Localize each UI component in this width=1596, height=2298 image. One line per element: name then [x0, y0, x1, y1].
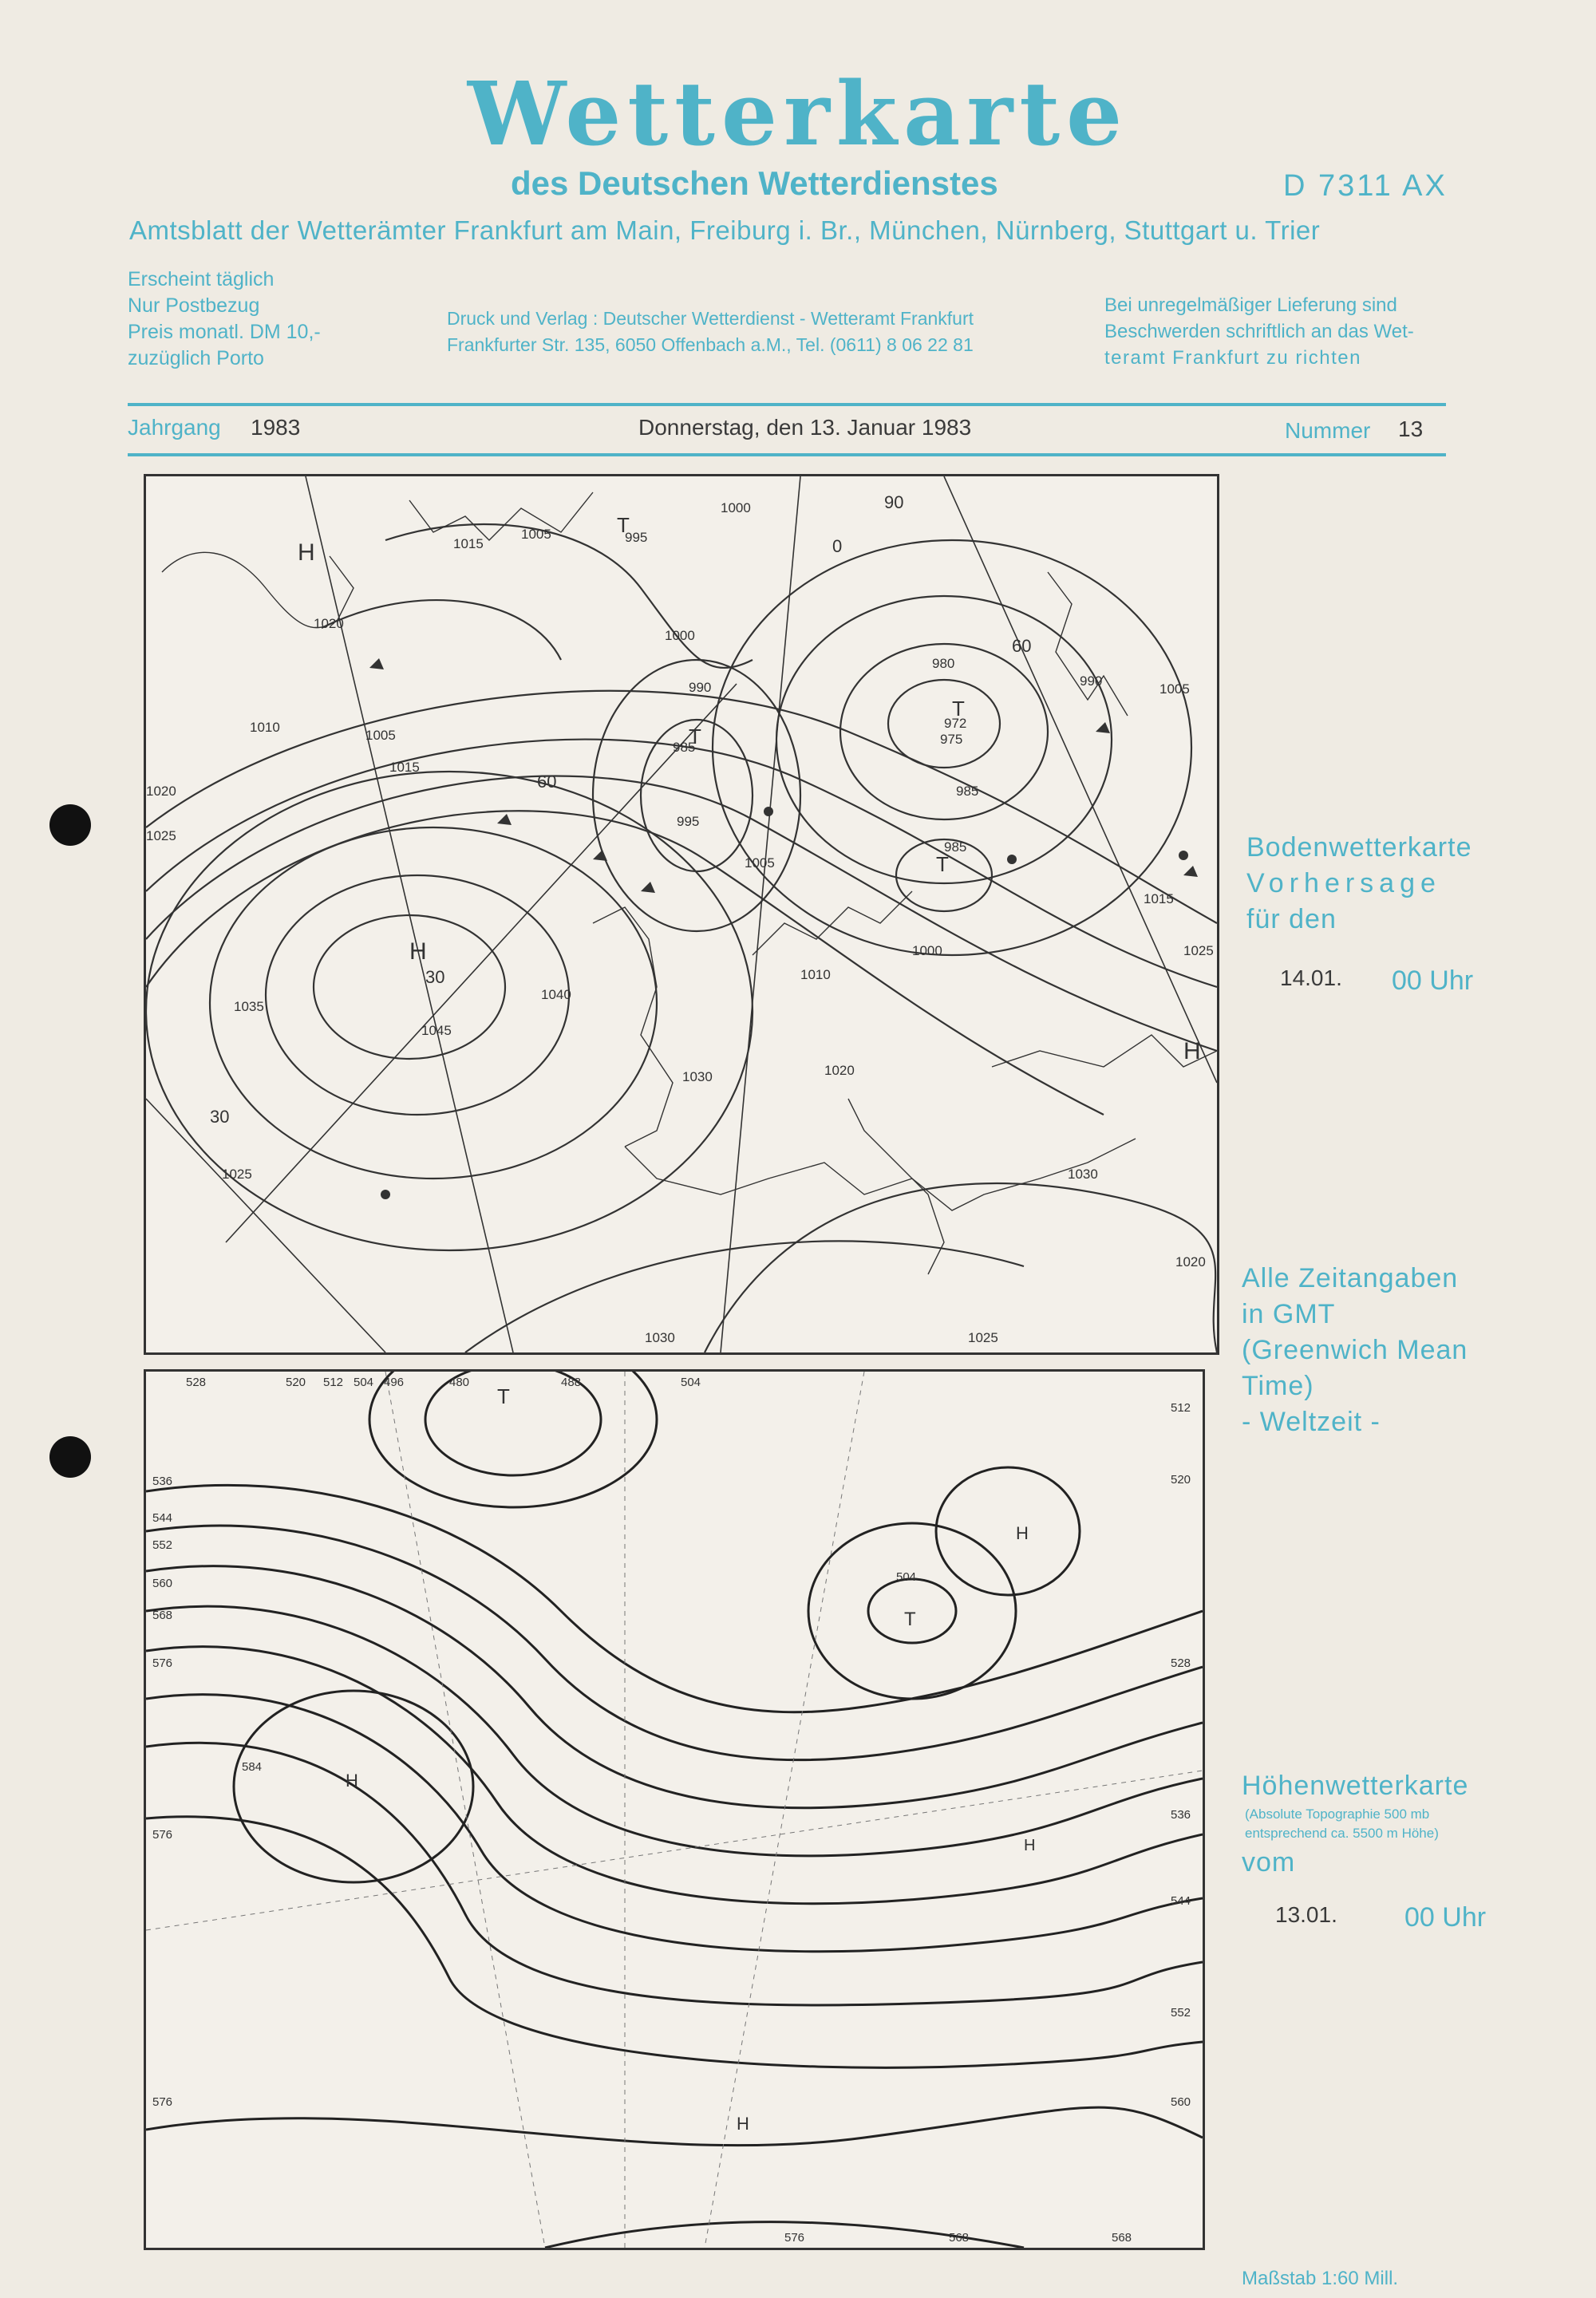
- map-label: T: [904, 1609, 916, 1630]
- map-label: 1025: [968, 1330, 998, 1345]
- map-label: 504: [896, 1570, 917, 1584]
- nummer-value: 13: [1398, 417, 1424, 441]
- map-label: T: [689, 725, 701, 748]
- map-label: 552: [152, 1538, 173, 1552]
- map-label: 1020: [146, 784, 176, 799]
- map-label: 972: [944, 716, 967, 731]
- map-label: 1010: [250, 720, 280, 735]
- map-label: T: [952, 697, 965, 721]
- map-label: H: [409, 938, 427, 965]
- upper-air-map: [144, 1369, 1205, 2250]
- map-label: H: [1016, 1523, 1029, 1543]
- map-label: 536: [152, 1475, 173, 1488]
- map-label: 1025: [146, 828, 176, 843]
- map-label: 544: [152, 1511, 173, 1525]
- map-label: 980: [932, 656, 955, 671]
- amtsblatt-line: Amtsblatt der Wetterämter Frankfurt am Main, Freiburg i. Br., München, Nürnberg, Stuttgart u. Trier: [129, 215, 1321, 245]
- map-label: 1035: [234, 999, 264, 1014]
- map-label: 0: [832, 536, 843, 556]
- upper-map-vom: vom: [1242, 1847, 1296, 1877]
- map-label: 995: [677, 814, 700, 829]
- map-label: 536: [1171, 1808, 1191, 1822]
- map-label: 504: [354, 1376, 374, 1389]
- map-label: 576: [152, 1828, 173, 1842]
- map-label: 1020: [314, 616, 344, 631]
- map-label: 576: [152, 2095, 173, 2109]
- map-label: 1030: [645, 1330, 675, 1345]
- map-label: 985: [673, 740, 696, 755]
- map-label: 560: [1171, 2095, 1191, 2109]
- issn-code: D 7311 AX: [1283, 169, 1448, 203]
- map-label: 985: [956, 784, 979, 799]
- upper-map-time: 00 Uhr: [1404, 1902, 1487, 1933]
- map-label: 985: [944, 839, 967, 855]
- map-label: 1010: [800, 967, 831, 982]
- map-label: 1025: [222, 1167, 252, 1182]
- map-label: 496: [384, 1376, 405, 1389]
- map-label: 528: [186, 1376, 207, 1389]
- nummer-label: Nummer: [1285, 418, 1371, 443]
- map-label: 1040: [541, 987, 571, 1002]
- map-label: 1005: [1159, 681, 1190, 697]
- surface-forecast-map: [144, 474, 1219, 1355]
- map-label: 560: [152, 1577, 173, 1590]
- map-label: H: [737, 2114, 749, 2134]
- map-label: 1005: [521, 527, 551, 542]
- surface-map-date: 14.01.: [1280, 965, 1342, 990]
- jahrgang-label: Jahrgang: [128, 415, 221, 440]
- map-label: 1000: [665, 628, 695, 643]
- publisher-info: Druck und Verlag : Deutscher Wetterdienst - Wetteramt Frankfurt Frankfurter Str. 135, 6050 Offenbach a.M., Tel. (0611) 8 06 22 81: [447, 308, 974, 355]
- map-label: H: [1183, 1038, 1201, 1064]
- map-label: T: [617, 513, 630, 537]
- map-label: 1005: [745, 855, 775, 871]
- surface-map-caption: Bodenwetterkarte Vorhersage für den: [1246, 832, 1472, 934]
- map-label: 576: [784, 2231, 805, 2245]
- map-label: 504: [681, 1376, 701, 1389]
- map-label: 1030: [1068, 1167, 1098, 1182]
- surface-graticule: [146, 476, 1217, 1352]
- map-label: 480: [449, 1376, 470, 1389]
- map-label: 488: [561, 1376, 582, 1389]
- map-label: 544: [1171, 1894, 1191, 1908]
- punch-hole-bottom: [49, 1436, 91, 1478]
- map-label: 90: [884, 492, 904, 512]
- upper-map-caption: Höhenwetterkarte: [1242, 1771, 1469, 1801]
- map-label: 1015: [389, 760, 420, 775]
- map-label: T: [936, 852, 949, 876]
- map-label: 1015: [1144, 891, 1174, 906]
- map-label: 1005: [365, 728, 396, 743]
- height-contours: [146, 1372, 1203, 2248]
- map-label: 1045: [421, 1023, 452, 1038]
- surface-map-time: 00 Uhr: [1392, 965, 1474, 996]
- map-label: 60: [537, 772, 557, 792]
- map-label: 568: [1112, 2231, 1132, 2245]
- map-label: 30: [425, 967, 445, 987]
- map-scale: Maßstab 1:60 Mill.: [1242, 2268, 1399, 2289]
- map-label: H: [1024, 1837, 1036, 1854]
- map-label: 568: [949, 2231, 970, 2245]
- map-label: 520: [286, 1376, 306, 1389]
- map-label: 584: [242, 1760, 263, 1774]
- map-label: 990: [1080, 673, 1103, 689]
- map-label: H: [298, 539, 315, 566]
- delivery-info: Bei unregelmäßiger Lieferung sind Beschwerden schriftlich an das Wet- teramt Frankfurt zu richten: [1104, 294, 1414, 369]
- upper-graticule: [146, 1372, 1203, 2248]
- time-note: Alle Zeitangaben in GMT (Greenwich Mean Time) - Weltzeit -: [1242, 1263, 1468, 1437]
- map-label: 1000: [721, 500, 751, 515]
- map-label: 1000: [912, 943, 942, 958]
- upper-map-drawing: [146, 1372, 1203, 2248]
- map-label: 1015: [453, 536, 484, 551]
- map-label: 975: [940, 732, 963, 747]
- map-label: 512: [323, 1376, 344, 1389]
- map-label: T: [497, 1384, 510, 1408]
- map-label: 60: [1012, 636, 1032, 656]
- issue-rule-bottom: [128, 453, 1446, 456]
- masthead-title: Wetterkarte: [467, 62, 1129, 165]
- map-label: 30: [210, 1107, 230, 1127]
- map-label: 528: [1171, 1656, 1191, 1670]
- map-label: H: [346, 1771, 358, 1791]
- map-label: 576: [152, 1656, 173, 1670]
- surface-map-drawing: [146, 476, 1217, 1352]
- upper-map-date: 13.01.: [1275, 1902, 1337, 1927]
- map-label: 512: [1171, 1401, 1191, 1415]
- upper-map-subcaption: (Absolute Topographie 500 mb entsprechend ca. 5500 m Höhe): [1245, 1806, 1439, 1841]
- front-symbols: [369, 658, 1198, 1199]
- map-label: 1020: [1175, 1254, 1206, 1269]
- subscription-info: Erscheint täglich Nur Postbezug Preis monatl. DM 10,- zuzüglich Porto: [128, 268, 321, 369]
- map-label: 552: [1171, 2006, 1191, 2020]
- map-label: 995: [625, 530, 648, 545]
- map-label: 520: [1171, 1473, 1191, 1487]
- map-label: 1020: [824, 1063, 855, 1078]
- map-label: 990: [689, 680, 712, 695]
- map-label: 568: [152, 1609, 173, 1622]
- issue-date: Donnerstag, den 13. Januar 1983: [638, 415, 972, 440]
- map-label: 1025: [1183, 943, 1214, 958]
- map-label: 1030: [682, 1069, 713, 1084]
- issue-rule-top: [128, 403, 1446, 406]
- masthead-subtitle: des Deutschen Wetterdienstes: [511, 164, 998, 202]
- jahrgang-value: 1983: [251, 415, 301, 440]
- surface-map-labels: [146, 492, 1214, 1345]
- punch-hole-top: [49, 804, 91, 846]
